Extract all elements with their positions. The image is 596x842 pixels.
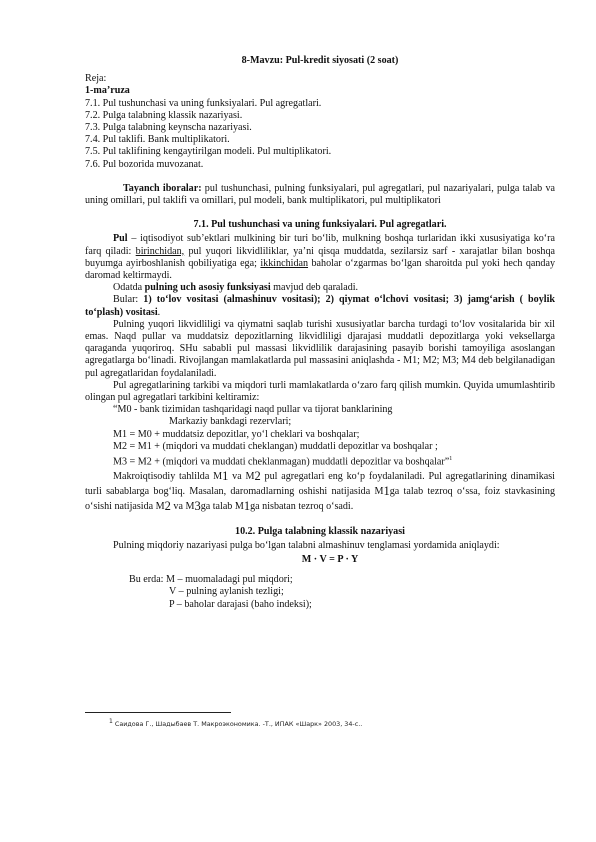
aggregates-paragraph: Pul agregatlarining tarkibi va miqdori turli mamlakatlarda o‘zaro farq qilish mumkin. Quyida umumlashtirib olingan pul agregatlari tarkibini keltiramiz:	[85, 379, 555, 404]
keywords-text: pul tushunchasi, pulning funksiyalari, pul agregatlari, pul nazariyalari, pulga talab va uning omillari, pul taklifi va omillari, pul modeli, bank multiplikatori, pul multiplikatori	[85, 182, 555, 207]
quantity-theory-paragraph: Pulning miqdoriy nazariyasi pulga bo‘lgan talabni almashinuv tenglamasi yordamida aniqlaydi:	[113, 539, 500, 551]
plan-list	[85, 98, 555, 171]
pul-definition-paragraph: Pul – iqtisodiyot sub’ektlari mulkining bir turi bo‘lib, mulkning boshqa turlaridan ikki xususiyatiga ko‘ra farq qiladi: birinchidan, pul yuqori likvidliliklar, ya’ni qisqa muddatda, sezilarsiz sarf - xarajatlar bilan boshqa buyumga ayirboshlanish qobiliyatiga ega; ikkinchidan baholar o‘zgarmas bo‘lgan sharoitda pul yoki hech qanday daromad keltirmaydi.	[85, 233, 556, 282]
pul-term: Pul	[113, 233, 128, 245]
keywords-paragraph	[85, 183, 555, 207]
plan-item: 7.6. Pul bozorida muvozanat.	[85, 158, 204, 170]
ikkinchidan-word: ikkinchidan	[260, 257, 309, 269]
plan-item: 7.4. Pul taklifi. Bank multiplikatori.	[85, 134, 230, 146]
liquidity-paragraph: Pulning yuqori likvidliligi va qiymatni saqlab turishi xususiyatlar barcha turdagi to‘lov vositalarida bir xil emas. Naqd pullar va muddatsiz depozitlarning likvidliligi djarajasi muddatli depozitlarga yoki veksellarga qaraganda yuqoriroq. SHu sababli pul massasi likvidlilik darajasining pasayib borishi tamoyiliga asoslangan agregatlarga bo‘linadi. Rivojlangan mamlakatlarda pul massasini aniqlashda - M1; M2; M3; M4 deb belgilanadigan pul agregatlaridan foydalaniladi.	[85, 318, 555, 379]
footnote	[109, 716, 362, 730]
where-line-3: P – baholar darajasi (baho indeksi);	[169, 598, 312, 610]
where-line-2: V – pulning aylanish tezligi;	[169, 586, 284, 598]
section2-heading: 10.2. Pulga talabning klassik nazariyasi	[235, 525, 405, 537]
plan-item: 7.3. Pulga talabning keynscha nazariyasi.	[85, 122, 252, 134]
footnote-mark: 1	[109, 718, 113, 725]
functions-list-paragraph: Bular: 1) to‘lov vositasi (almashinuv vositasi); 2) qiymat o‘lchovi vositasi; 3) jamg‘arish ( boylik to‘plash) vositasi.	[85, 294, 555, 318]
aggregate-m2: M2 = M1 + (miqdori va muddati cheklangan) muddatli depozitlar va boshqalar ;	[113, 440, 438, 452]
plan-item: 7.2. Pulga talabning klassik nazariyasi.	[85, 109, 243, 121]
footnote-divider	[85, 712, 231, 713]
reja-label: Reja:	[85, 73, 107, 85]
macro-analysis-paragraph: Makroiqtisodiy tahlilda M1 va M2 pul agregatlari eng ko‘p foydalaniladi. Pul agregatlarining dinamikasi turli sabablarga bog‘liq. Masalan, daromadlarning oshishi natijasida M1ga talab tezroq o‘ssa, foiz stavkasining o‘sishi natijasida M2 va M3ga talab M1ga nisbatan tezroq o‘sadi.	[85, 468, 555, 513]
exchange-equation: M · V = P · Y	[301, 554, 359, 566]
maruza-label: 1-ma’ruza	[85, 85, 130, 97]
footnote-ref: 1	[449, 456, 453, 463]
functions-intro: Odatda pulning uch asosiy funksiyasi mavjud deb qaraladi.	[113, 282, 359, 294]
plan-item: 7.1. Pul tushunchasi va uning funksiyalari. Pul agregatlari.	[85, 97, 322, 109]
where-line-1: Bu erda: M – muomaladagi pul miqdori;	[129, 574, 293, 586]
aggregate-m0-line1: “M0 - bank tizimidan tashqaridagi naqd pullar va tijorat banklarining	[113, 404, 393, 416]
aggregate-m3: M3 = M2 + (miqdori va muddati cheklanmagan) muddatli depozitlar va boshqalar”$^1$	[113, 456, 453, 468]
plan-item: 7.5. Pul taklifining kengaytirilgan modeli. Pul multiplikatori.	[85, 146, 332, 158]
section1-heading: 7.1. Pul tushunchasi va uning funksiyalari. Pul agregatlari.	[193, 219, 447, 231]
birinchidan-word: birinchidan,	[135, 245, 185, 257]
document-page	[85, 55, 555, 611]
page-title: 8-Mavzu: Pul-kredit siyosati (2 soat)	[241, 55, 399, 66]
keywords-label: Tayanch iboralar:	[123, 182, 202, 194]
footnote-text: Саидова Г., Шадыбаев Т. Макроэкономика. -Т., ИПАК «Шарк» 2003, 34-с..	[112, 720, 363, 729]
aggregate-m0-line2: Markaziy bankdagi rezervlari;	[169, 416, 292, 428]
aggregate-m1: M1 = M0 + muddatsiz depozitlar, yo‘l cheklari va boshqalar;	[113, 428, 360, 440]
